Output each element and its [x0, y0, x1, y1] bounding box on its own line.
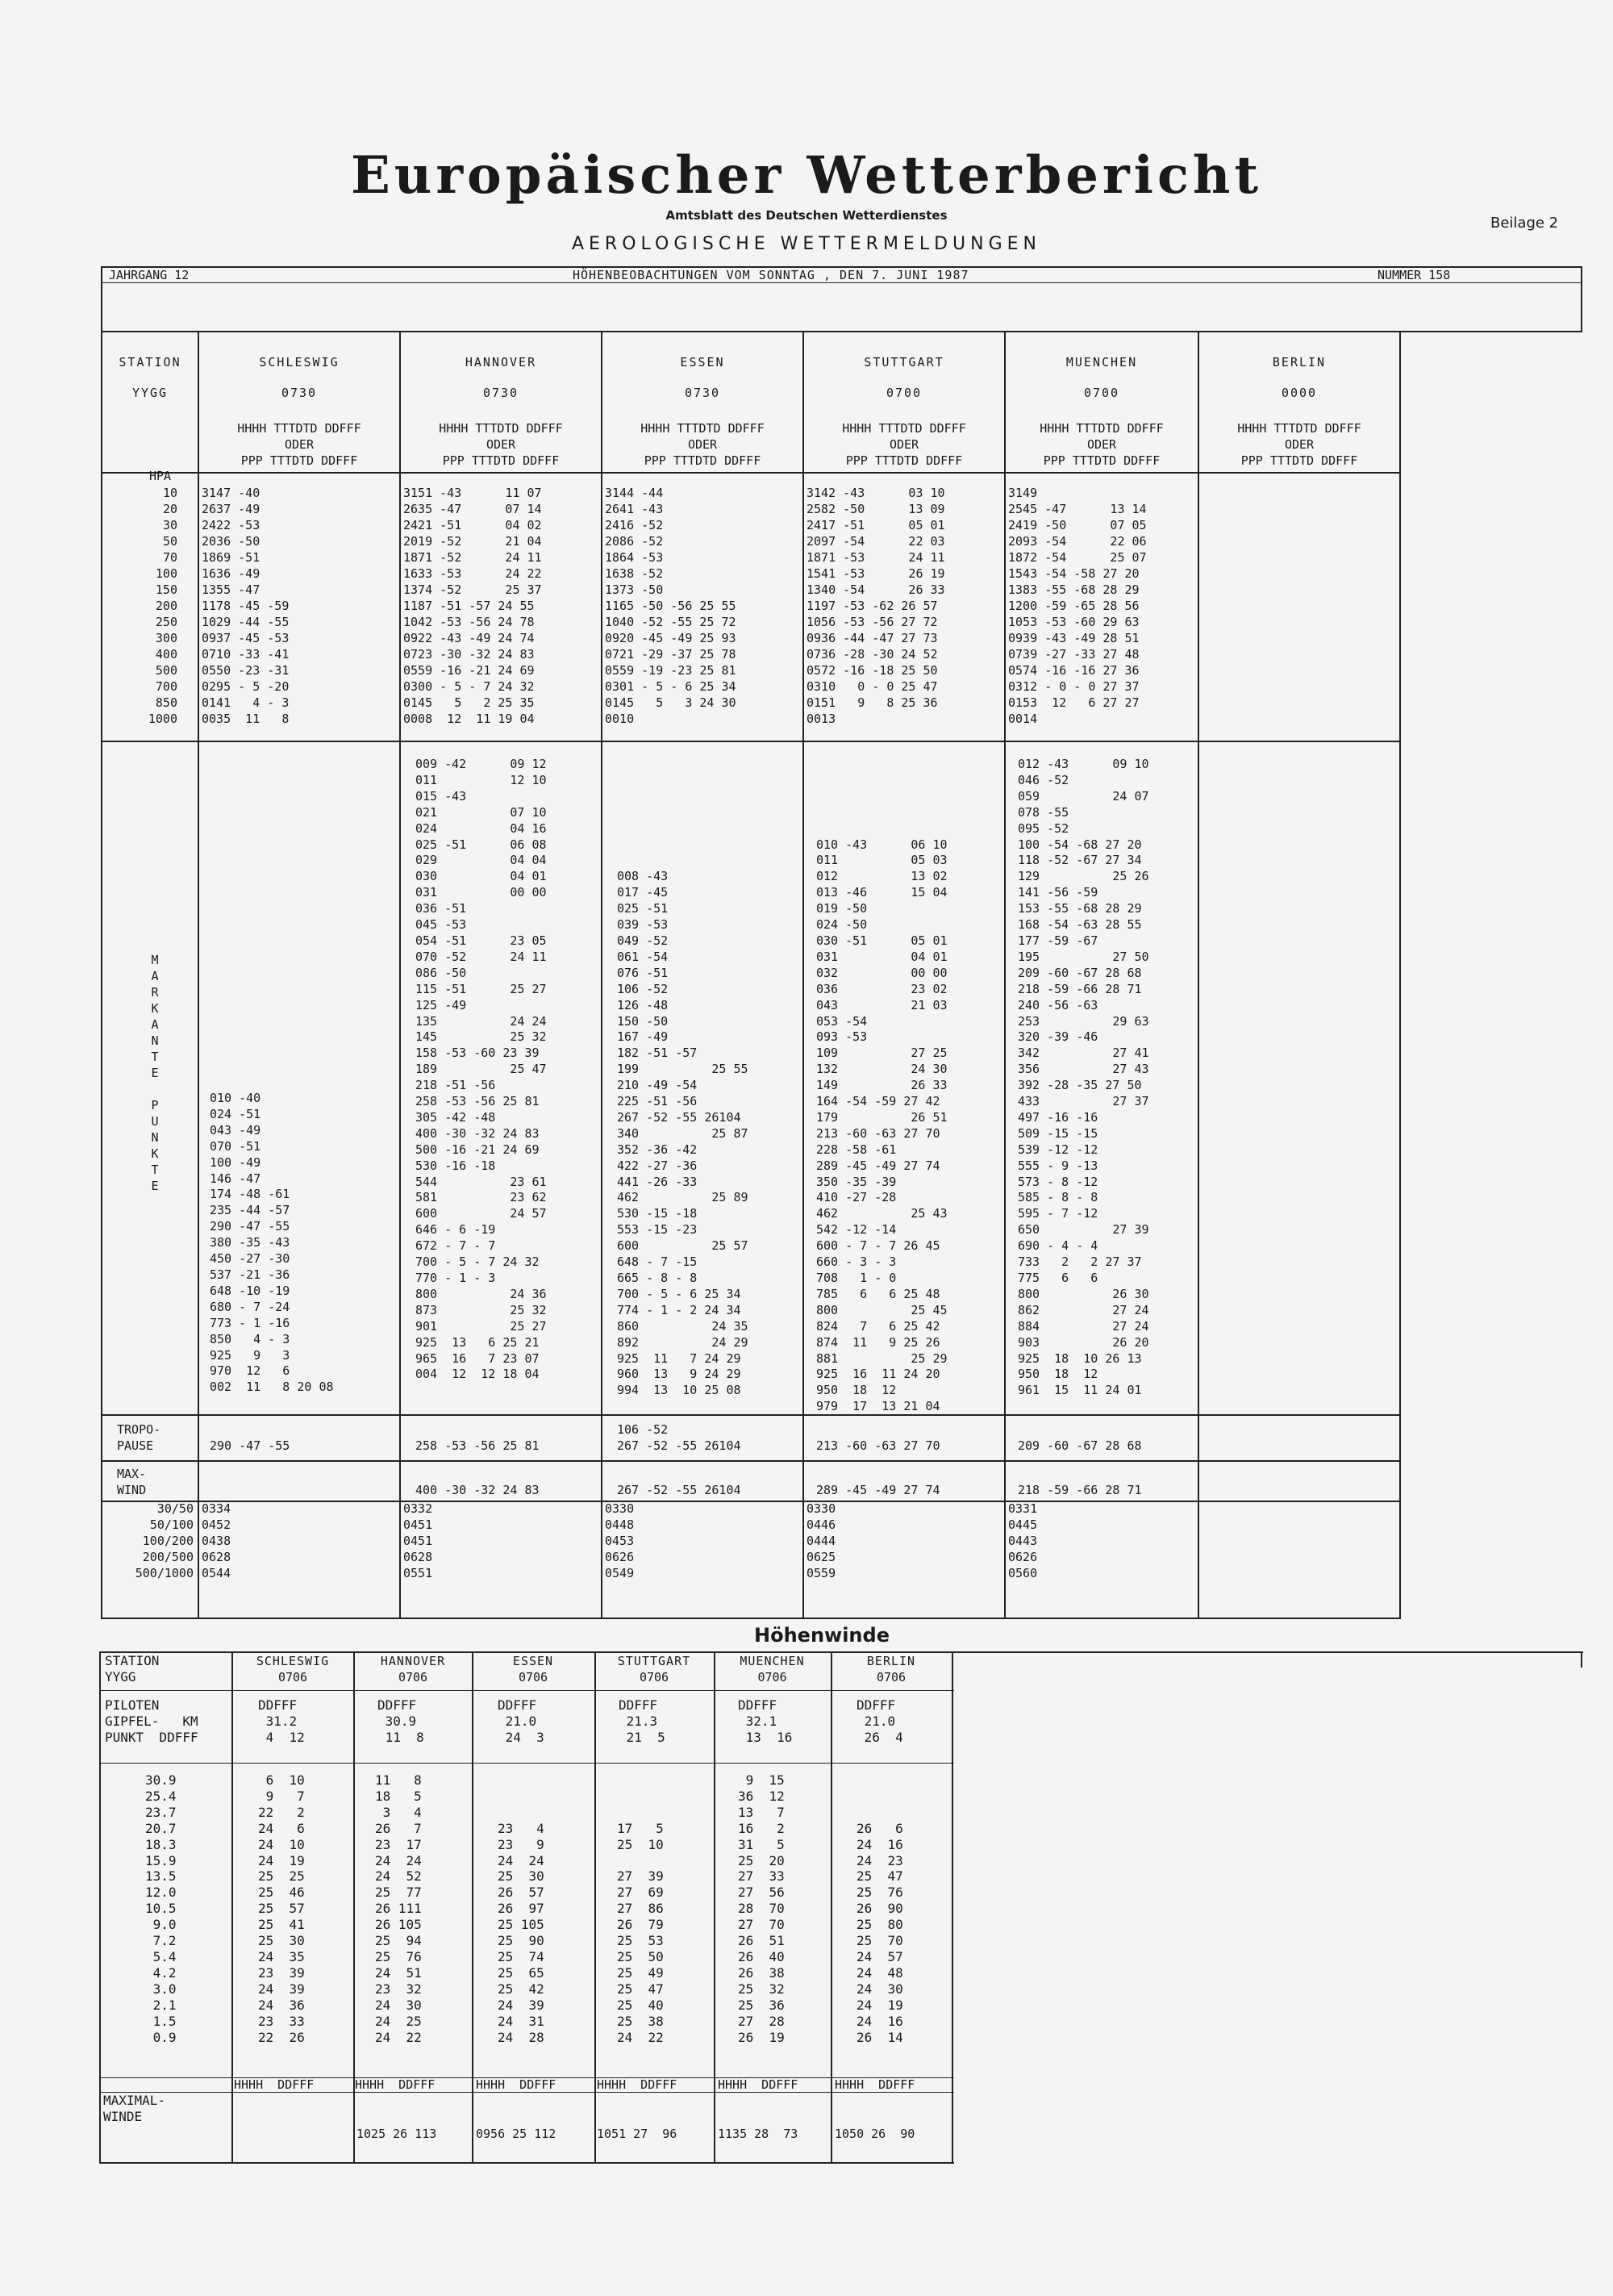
- level-label: 700: [155, 679, 177, 694]
- piloten-stuttgart: DDFFF 21.3 21 5: [619, 1697, 665, 1745]
- mark-data-muenchen: 012 -43 09 10 046 -52 059 24 07 078 -55 095 -52 100 -54 -68 27 20 118 -52 -67 27 34 129 25 26 141 -56 -59 153 -55 -68 28 29 168 -54 -63 28 55 177 -59 -67 195 27 50 209 -60 -67 28 68 218 -59 -66 28 71 240 -56 -63 253 29 63 320 -39 -46 342 27 41 356 27 43 392 -28 -35 27 50 433 27 37 497 -16 -16 509 -15 -15 539 -12 -12 555 - 9 -13 573 - 8 -12 585 - 8 - 8 595 - 7 -12 650 27 39 690 - 4 - 4 733 2 2 27 37 775 6 6 800 26 30 862 27 24 884 27 24 903 26 20 925 18 10 26 13 950 18 12 961 15 11 24 01: [1018, 757, 1149, 1398]
- maxwind-stuttgart: 289 -45 -49 27 74: [816, 1483, 940, 1497]
- publisher-line: Amtsblatt des Deutschen Wetterdienstes: [665, 208, 948, 223]
- level-data-essen: 3144 -44 2641 -43 2416 -52 2086 -52 1864 -53 1638 -52 1373 -50 1165 -50 -56 25 55 1040 -52 -55 25 72 0920 -45 -49 25 93 0721 -29 -37 25 78 0559 -19 -23 25 81 0301 - 5 - 6 25 34 0145 5 3 24 30 0010: [605, 486, 736, 726]
- mark-data-stuttgart: 010 -43 06 10 011 05 03 012 13 02 013 -46 15 04 019 -50 024 -50 030 -51 05 01 031 04 01 032 00 00 036 23 02 043 21 03 053 -54 093 -53 109 27 25 132 24 30 149 26 33 164 -54 -59 27 42 179 26 51 213 -60 -63 27 70 228 -58 -61 289 -45 -49 27 74 350 -35 -39 410 -27 -28 462 25 43 542 -12 -14 600 - 7 - 7 26 45 660 - 3 - 3 708 1 - 0 785 6 6 25 48 800 25 45 824 7 6 25 42 874 11 9 25 26 881 25 29 925 16 11 24 20 950 18 12 979 17 13 21 04: [816, 837, 948, 1414]
- level-label: 850: [155, 695, 177, 710]
- tropopause-hannover: 258 -53 -56 25 81: [415, 1438, 540, 1453]
- hw-station-label: STATION YYGG: [105, 1653, 160, 1684]
- level-label: 30: [162, 518, 177, 532]
- subhead-line1: HHHH TTTDTD DDFFF: [842, 421, 966, 436]
- hw-station-time-berlin: 0706: [876, 1670, 907, 1684]
- piloten-hannover: DDFFF 30.9 11 8: [377, 1697, 424, 1745]
- hw-station-time-essen: 0706: [518, 1670, 548, 1684]
- thickness-label: 30/50 50/100 100/200 200/500 500/1000: [135, 1501, 194, 1580]
- observation-date: HÖHENBEOBACHTUNGEN VOM SONNTAG , DEN 7. JUNI 1987: [573, 268, 969, 282]
- max-head: HHHH DDFFF: [476, 2077, 556, 2092]
- subhead-line3: PPP TTTDTD DDFFF: [240, 453, 358, 468]
- station-time-stuttgart: 0700: [886, 386, 923, 400]
- subhead-line1: HHHH TTTDTD DDFFF: [1237, 421, 1361, 436]
- piloten-schleswig: DDFFF 31.2 4 12: [258, 1697, 305, 1745]
- winds-stuttgart: 17 5 25 10 27 39 27 69 27 86 26 79 25 53 25 50 25 49 25 47 25 40 25 38 24 22: [617, 1820, 664, 2045]
- jahrgang-label: JAHRGANG 12: [109, 268, 190, 282]
- maxwind-label: MAX- WIND: [117, 1467, 147, 1497]
- level-label: 50: [162, 534, 177, 549]
- piloten-essen: DDFFF 21.0 24 3: [498, 1697, 544, 1745]
- station-time-schleswig: 0730: [281, 386, 318, 400]
- winds-hannover: 11 8 18 5 3 4 26 7 23 17 24 24 24 52 25 77 26 111 26 105 25 94 25 76 24 51 23 32 24 30 24 25 24 22: [375, 1772, 422, 2045]
- hw-station-name-berlin: BERLIN: [866, 1654, 916, 1668]
- maximal-winde-label: MAXIMAL- WINDE: [103, 2093, 166, 2124]
- subhead-line2: ODER: [889, 437, 919, 452]
- station-name-stuttgart: STUTTGART: [864, 355, 944, 369]
- max-head: HHHH DDFFF: [234, 2077, 315, 2092]
- max-wind-hannover: 1025 26 113: [356, 2127, 437, 2141]
- maxwind-hannover: 400 -30 -32 24 83: [415, 1483, 540, 1497]
- mark-data-essen: 008 -43 017 -45 025 -51 039 -53 049 -52 061 -54 076 -51 106 -52 126 -48 150 -50 167 -49 182 -51 -57 199 25 55 210 -49 -54 225 -51 -56 267 -52 -55 26104 340 25 87 352 -36 -42 422 -27 -36 441 -26 -33 462 25 89 530 -15 -18 553 -15 -23 600 25 57 648 - 7 -15 665 - 8 - 8 700 - 5 - 6 25 34 774 - 1 - 2 24 34 860 24 35 892 24 29 925 11 7 24 29 960 13 9 24 29 994 13 10 25 08: [617, 869, 748, 1398]
- yygg-label: YYGG: [131, 386, 169, 400]
- tropopause-essen: 106 -52 267 -52 -55 26104: [617, 1422, 741, 1453]
- supplement-label: Beilage 2: [1490, 215, 1559, 232]
- level-label: 20: [162, 502, 177, 516]
- subhead-line3: PPP TTTDTD DDFFF: [442, 453, 560, 468]
- max-wind-essen: 0956 25 112: [476, 2127, 556, 2141]
- piloten-muenchen: DDFFF 32.1 13 16: [738, 1697, 793, 1745]
- station-time-essen: 0730: [684, 386, 721, 400]
- level-label: 70: [162, 550, 177, 565]
- subhead-line2: ODER: [687, 437, 718, 452]
- page-title: Europäischer Wetterbericht: [351, 145, 1262, 206]
- level-data-hannover: 3151 -43 11 07 2635 -47 07 14 2421 -51 04 02 2019 -52 21 04 1871 -52 24 11 1633 -53 24 22 1374 -52 25 37 1187 -51 -57 24 55 1042 -53 -56 24 78 0922 -43 -49 24 74 0723 -30 -32 24 83 0559 -16 -21 24 69 0300 - 5 - 7 24 32 0145 5 2 25 35 0008 12 11 19 04: [403, 486, 542, 726]
- station-name-hannover: HANNOVER: [465, 355, 537, 369]
- tropopause-label: TROPO- PAUSE: [117, 1422, 161, 1453]
- piloten-label: PILOTEN GIPFEL- KM PUNKT DDFFF: [105, 1697, 198, 1745]
- level-label: 150: [155, 582, 177, 597]
- station-name-muenchen: MUENCHEN: [1065, 355, 1138, 369]
- subhead-line1: HHHH TTTDTD DDFFF: [640, 421, 765, 436]
- subhead-line2: ODER: [486, 437, 516, 452]
- thickness-schleswig: 0334 0452 0438 0628 0544: [202, 1501, 231, 1580]
- level-label: 200: [155, 599, 177, 613]
- wind-heights: 30.9 25.4 23.7 20.7 18.3 15.9 13.5 12.0 10.5 9.0 7.2 5.4 4.2 3.0 2.1 1.5 0.9: [145, 1772, 177, 2045]
- hw-station-name-schleswig: SCHLESWIG: [256, 1654, 330, 1668]
- station-name-schleswig: SCHLESWIG: [259, 355, 340, 369]
- mark-data-hannover: 009 -42 09 12 011 12 10 015 -43 021 07 10 024 04 16 025 -51 06 08 029 04 04 030 04 01 031 00 00 036 -51 045 -53 054 -51 23 05 070 -52 24 11 086 -50 115 -51 25 27 125 -49 135 24 24 145 25 32 158 -53 -60 23 39 189 25 47 218 -51 -56 258 -53 -56 25 81 305 -42 -48 400 -30 -32 24 83 500 -16 -21 24 69 530 -16 -18 544 23 61 581 23 62 600 24 57 646 - 6 -19 672 - 7 - 7 700 - 5 - 7 24 32 770 - 1 - 3 800 24 36 873 25 32 901 25 27 925 13 6 25 21 965 16 7 23 07 004 12 12 18 04: [415, 757, 547, 1382]
- subhead-line3: PPP TTTDTD DDFFF: [644, 453, 761, 468]
- winds-schleswig: 6 10 9 7 22 2 24 6 24 10 24 19 25 25 25 46 25 57 25 41 25 30 24 35 23 39 24 39 24 36 23 33 22 26: [258, 1772, 305, 2045]
- winds-muenchen: 9 15 36 12 13 7 16 2 31 5 25 20 27 33 27 56 28 70 27 70 26 51 26 40 26 38 25 32 25 36 27 28 26 19: [738, 1772, 785, 2045]
- thickness-essen: 0330 0448 0453 0626 0549: [605, 1501, 635, 1580]
- level-label: 400: [155, 647, 177, 662]
- subhead-line1: HHHH TTTDTD DDFFF: [237, 421, 361, 436]
- piloten-berlin: DDFFF 21.0 26 4: [857, 1697, 903, 1745]
- hw-station-time-stuttgart: 0706: [639, 1670, 669, 1684]
- subhead-line3: PPP TTTDTD DDFFF: [1240, 453, 1358, 468]
- subhead-line1: HHHH TTTDTD DDFFF: [439, 421, 563, 436]
- hw-station-name-hannover: HANNOVER: [380, 1654, 446, 1668]
- mark-data-schleswig: 010 -40 024 -51 043 -49 070 -51 100 -49 146 -47 174 -48 -61 235 -44 -57 290 -47 -55 380 -35 -43 450 -27 -30 537 -21 -36 648 -10 -19 680 - 7 -24 773 - 1 -16 850 4 - 3 925 9 3 970 12 6 002 11 8 20 08: [210, 1091, 334, 1395]
- max-wind-muenchen: 1135 28 73: [718, 2127, 798, 2141]
- level-label: 250: [155, 615, 177, 629]
- hpa-label: HPA: [149, 469, 172, 483]
- hw-station-time-schleswig: 0706: [277, 1670, 308, 1684]
- max-head: HHHH DDFFF: [355, 2077, 436, 2092]
- hw-station-name-muenchen: MUENCHEN: [740, 1654, 805, 1668]
- station-time-hannover: 0730: [482, 386, 519, 400]
- max-head: HHHH DDFFF: [597, 2077, 677, 2092]
- section-title: AEROLOGISCHE WETTERMELDUNGEN: [571, 234, 1041, 254]
- max-wind-stuttgart: 1051 27 96: [597, 2127, 677, 2141]
- level-label: 1000: [148, 712, 177, 726]
- subhead-line2: ODER: [284, 437, 315, 452]
- tropopause-stuttgart: 213 -60 -63 27 70: [816, 1438, 940, 1453]
- hw-station-time-muenchen: 0706: [757, 1670, 787, 1684]
- subhead-line2: ODER: [1284, 437, 1315, 452]
- level-label: 300: [155, 631, 177, 645]
- max-head: HHHH DDFFF: [718, 2077, 798, 2092]
- station-name-essen: ESSEN: [680, 355, 725, 369]
- maxwind-essen: 267 -52 -55 26104: [617, 1483, 741, 1497]
- max-wind-berlin: 1050 26 90: [835, 2127, 915, 2141]
- winds-berlin: 26 6 24 16 24 23 25 47 25 76 26 90 25 80 25 70 24 57 24 48 24 30 24 19 24 16 26 14: [857, 1820, 903, 2045]
- max-head: HHHH DDFFF: [835, 2077, 915, 2092]
- tropopause-muenchen: 209 -60 -67 28 68: [1018, 1438, 1142, 1453]
- winds-essen: 23 4 23 9 24 24 25 30 26 57 26 97 25 105 25 90 25 74 25 65 25 42 24 39 24 31 24 28: [498, 1820, 544, 2045]
- thickness-muenchen: 0331 0445 0443 0626 0560: [1008, 1501, 1038, 1580]
- level-data-stuttgart: 3142 -43 03 10 2582 -50 13 09 2417 -51 05 01 2097 -54 22 03 1871 -53 24 11 1541 -53 26 19 1340 -54 26 33 1197 -53 -62 26 57 1056 -53 -56 27 72 0936 -44 -47 27 73 0736 -28 -30 24 52 0572 -16 -18 25 50 0310 0 - 0 25 47 0151 9 8 25 36 0013: [806, 486, 945, 726]
- level-label: 100: [155, 566, 177, 581]
- hw-station-time-hannover: 0706: [398, 1670, 428, 1684]
- thickness-stuttgart: 0330 0446 0444 0625 0559: [806, 1501, 836, 1580]
- level-label: 10: [162, 486, 177, 500]
- subhead-line2: ODER: [1086, 437, 1117, 452]
- hw-station-name-stuttgart: STUTTGART: [617, 1654, 691, 1668]
- subhead-line3: PPP TTTDTD DDFFF: [1043, 453, 1161, 468]
- subhead-line1: HHHH TTTDTD DDFFF: [1040, 421, 1164, 436]
- issue-number: NUMMER 158: [1378, 268, 1451, 282]
- subhead-line3: PPP TTTDTD DDFFF: [845, 453, 963, 468]
- level-data-muenchen: 3149 2545 -47 13 14 2419 -50 07 05 2093 -54 22 06 1872 -54 25 07 1543 -54 -58 27 20 1383 -55 -68 28 29 1200 -59 -65 28 56 1053 -53 -60 29 63 0939 -43 -49 28 51 0739 -27 -33 27 48 0574 -16 -16 27 36 0312 - 0 - 0 27 37 0153 12 6 27 27 0014: [1008, 486, 1147, 726]
- station-label: STATION: [119, 355, 181, 369]
- station-time-berlin: 0000: [1281, 386, 1318, 400]
- thickness-hannover: 0332 0451 0451 0628 0551: [403, 1501, 433, 1580]
- tropopause-schleswig: 290 -47 -55: [210, 1438, 290, 1453]
- maxwind-muenchen: 218 -59 -66 28 71: [1018, 1483, 1142, 1497]
- hoehenwinde-title: Höhenwinde: [754, 1624, 890, 1647]
- hw-station-name-essen: ESSEN: [512, 1654, 554, 1668]
- station-name-berlin: BERLIN: [1272, 355, 1327, 369]
- level-data-schleswig: 3147 -40 2637 -49 2422 -53 2036 -50 1869 -51 1636 -49 1355 -47 1178 -45 -59 1029 -44 -55 0937 -45 -53 0710 -33 -41 0550 -23 -31 0295 - 5 -20 0141 4 - 3 0035 11 8: [202, 486, 290, 726]
- level-label: 500: [155, 663, 177, 678]
- station-time-muenchen: 0700: [1083, 386, 1120, 400]
